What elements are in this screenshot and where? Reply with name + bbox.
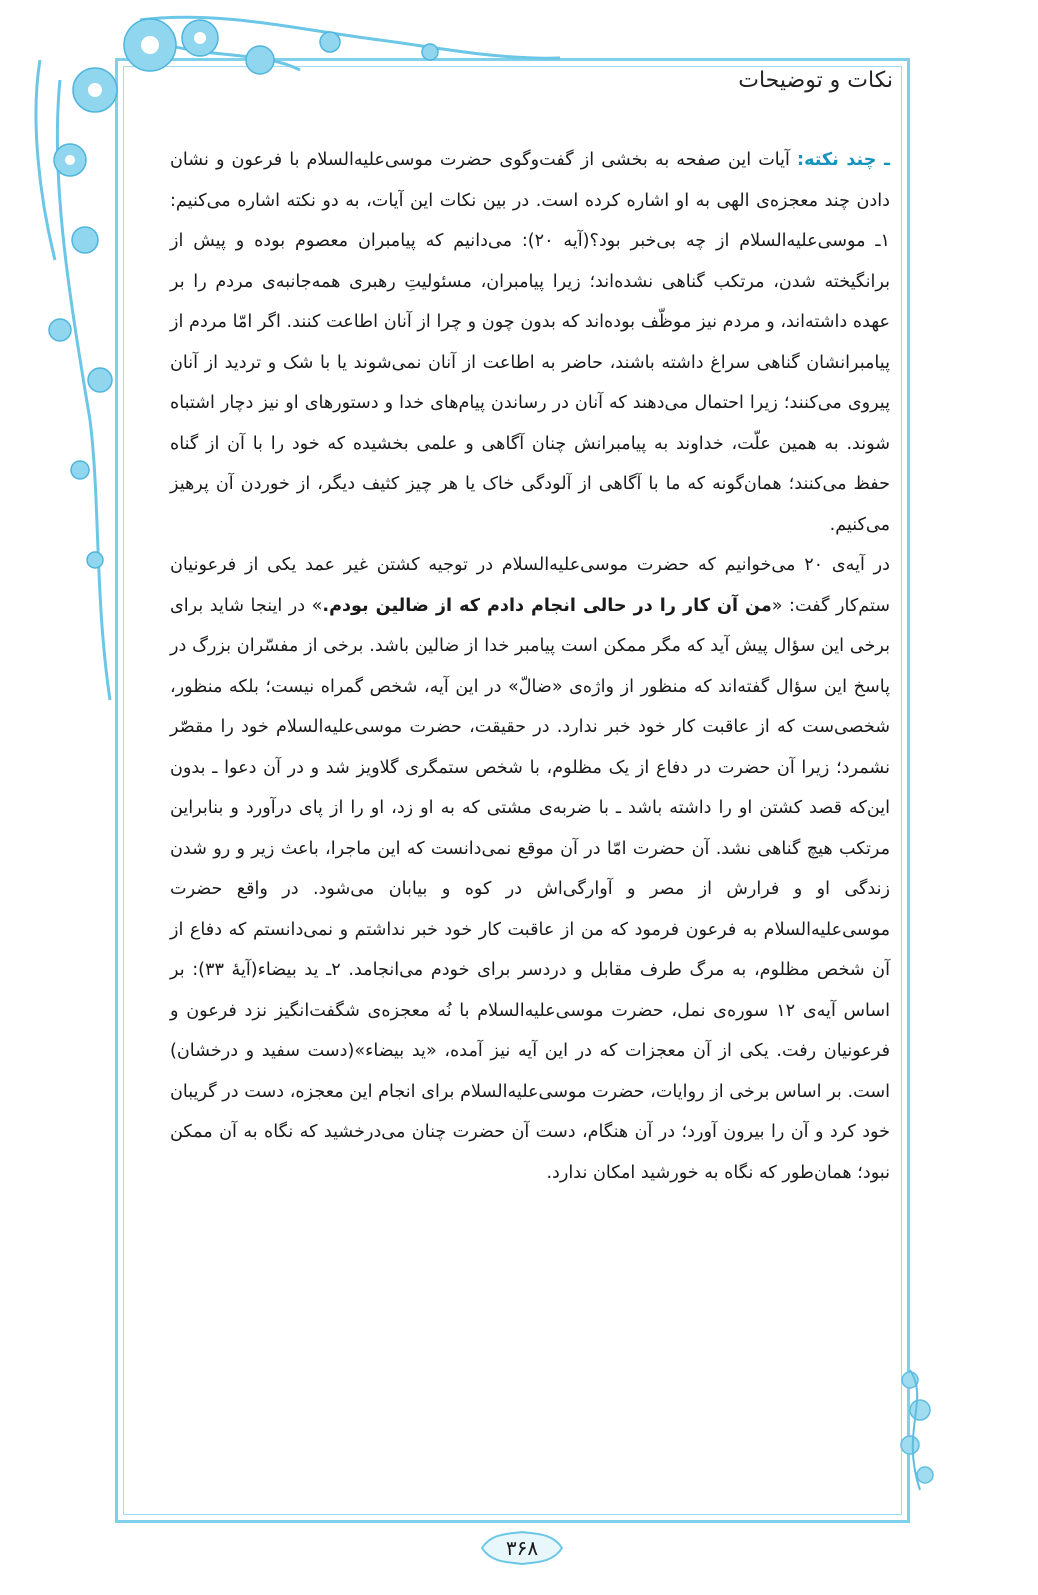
paragraph-1-text: آیات این صفحه به بخشی از گفت‌وگوی حضرت موسی‌علیه‌السلام با فرعون و نشان دادن چند معجزه‌ی الهی به او اشاره کرده است. در بین نکات این آیات، به دو نکته اشاره می‌کنیم: ۱ـ موسی‌علیه‌السلام از چه بی‌خبر بود؟(آیه ۲۰): می‌دانیم که پیامبران معصوم بوده و پیش از برانگیخته شدن، مرتکب گناهی نشده‌اند؛ زیرا پیامبران، مسئولیتِ رهبری همه‌جانبه‌ی مردم را بر عهده داشته‌اند، و مردم نیز موظّف بوده‌اند که بدون چون و چرا از آنان اطاعت کنند. اگر امّا مردم از پیامبرانشان گناهی سراغ داشته باشند، حاضر به اطاعت از آنان نمی‌شوند یا با شک و تردید از آنان پیروی می‌کنند؛ زیرا احتمال می‌دهند که آنان در رساندن پیام‌های خدا و دستورهای او نیز دچار اشتباه شوند. به همین علّت، خداوند به پیامبرانش چنان آگاهی و علمی بخشیده که خود را با آن از گناه حفظ می‌کنند؛ همان‌گونه که ما با آگاهی از آلودگی خاک یا هر چیز کثیف دیگر، از خوردن آن پرهیز می‌کنیم. — [170, 150, 890, 535]
lead-heading: ـ چند نکته: — [797, 150, 891, 170]
paragraph-2-text-b: » در اینجا شاید برای برخی این سؤال پیش آید که مگر ممکن است پیامبر خدا از ضالین باشد. برخی از مفسّران بزرگ در پاسخ این سؤال گفته‌اند که منظور از واژه‌ی «ضالّ» در این آیه، شخص گمراه نیست؛ بلکه منظور، شخصی‌ست که از عاقبت کار خود خبر ندارد. در حقیقت، حضرت موسی‌علیه‌السلام خود را مقصّر نشمرد؛ زیرا آن حضرت در دفاع از یک مظلوم، با شخص ستمگری گلاویز شد و در آن دعوا ـ بدون این‌که قصد کشتن او را داشته باشد ـ با ضربه‌ی مشتی که به او زد، او را از پای درآورد و بنابراین مرتکب هیچ گناهی نشد. آن حضرت امّا در آن موقع نمی‌دانست که این ماجرا، باعث زیر و رو شدن زندگی او و فرارش از مصر و آوارگی‌اش در کوه و بیابان می‌شود. در واقع حضرت موسی‌علیه‌السلام به فرعون فرمود که من از عاقبت کار خود خبر نداشتم و نمی‌دانستم که دفاع از آن شخص مظلوم، به مرگ طرف مقابل و دردسر برای خودم می‌انجامد. ۲ـ ید بیضاء(آیهٔ ۳۳): بر اساس آیه‌ی ۱۲ سوره‌ی نمل، حضرت موسی‌علیه‌السلام با نُه معجزه‌ی شگفت‌انگیز نزد فرعون و فرعونیان رفت. یکی از آن معجزات که در این آیه نیز آمده، «ید بیضاء»(دست سفید و درخشان) است. بر اساس برخی از روایات، حضرت موسی‌علیه‌السلام برای انجام این معجزه، دست در گریبان خود کرد و آن را بیرون آورد؛ در آن هنگام، دست آن حضرت چنان می‌درخشید که نگاه به آن ممکن نبود؛ همان‌طور که نگاه به خورشید امکان ندارد. — [170, 595, 891, 1183]
page-number: ۳۶۸ — [505, 1536, 539, 1560]
quoted-verse: من آن کار را در حالی انجام دادم که از ضالین بودم. — [322, 595, 772, 616]
paragraph-1 — [170, 140, 890, 545]
corner-ornament-icon — [880, 1360, 970, 1500]
paragraph-2 — [170, 545, 890, 1193]
content-body — [170, 140, 890, 1193]
page-title: نکات و توضیحات — [738, 68, 893, 93]
page-number-badge — [472, 1528, 572, 1568]
paragraph-2-text-a: در آیه‌ی ۲۰ می‌خوانیم که حضرت موسی‌علیه‌السلام در توجیه کشتن غیر عمد یکی از فرعونیان ستم‌کار گفت: « — [170, 555, 891, 616]
